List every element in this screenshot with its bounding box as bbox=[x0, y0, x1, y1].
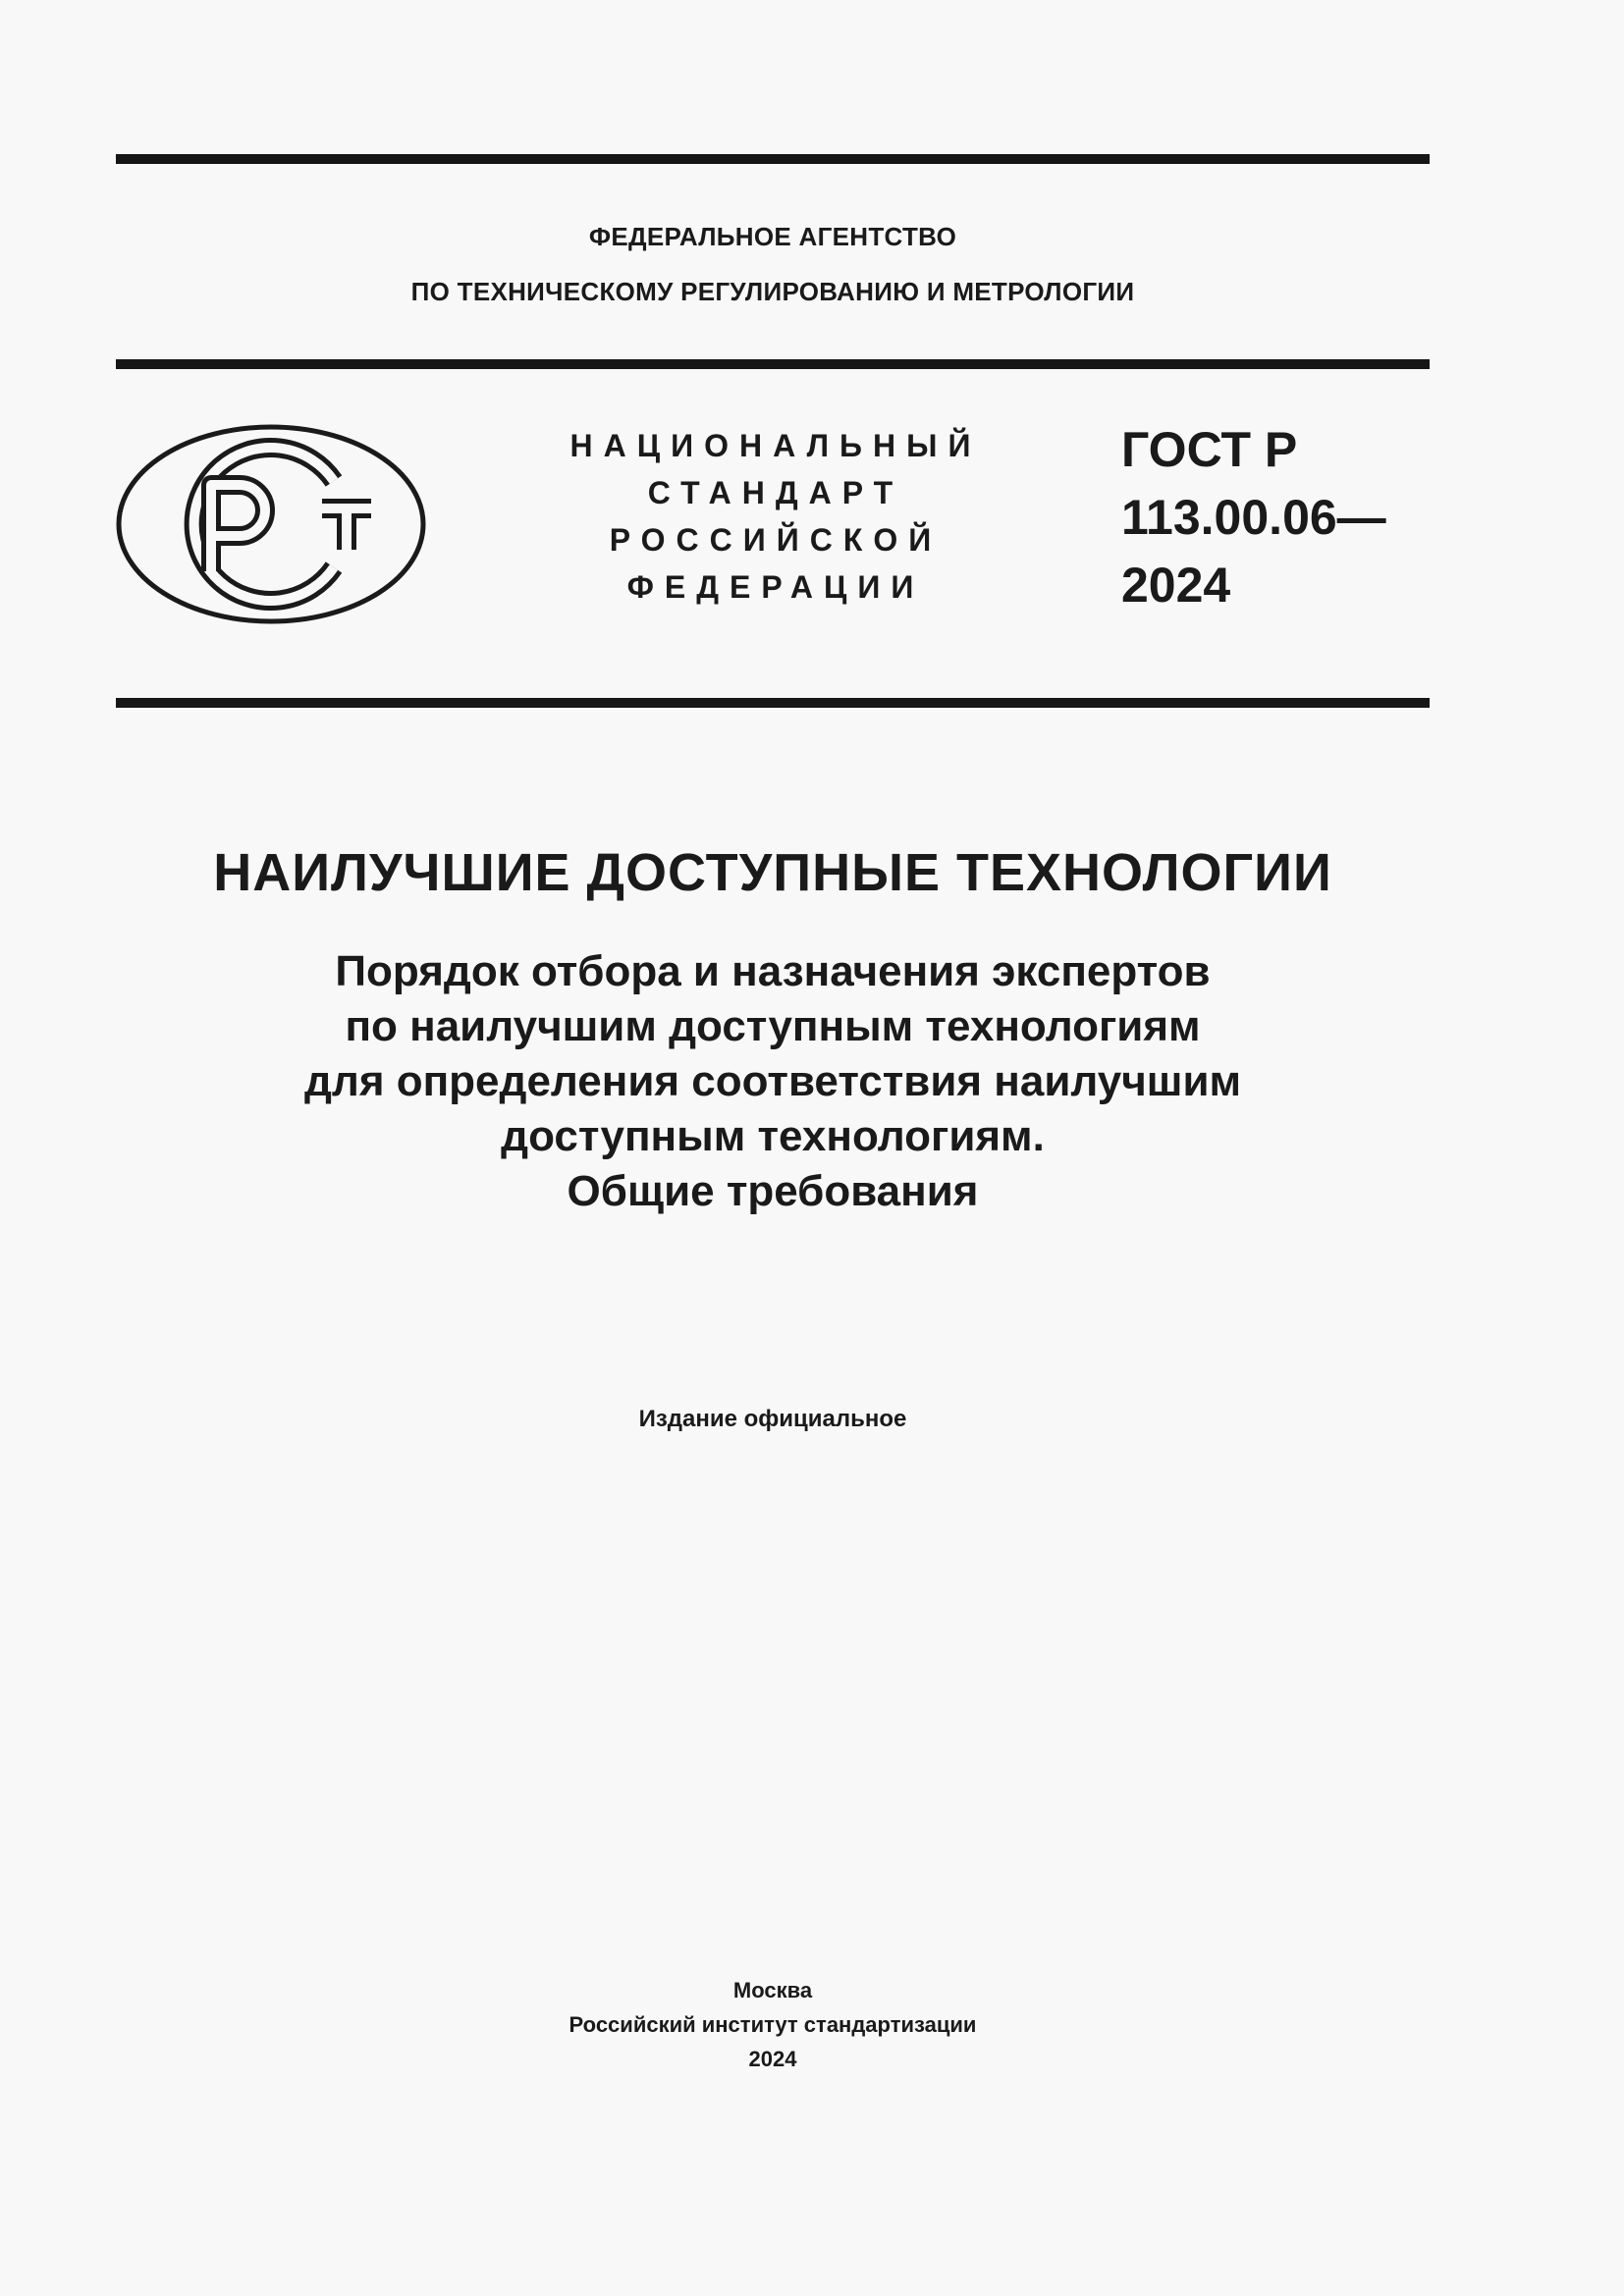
imprint-year: 2024 bbox=[748, 2047, 797, 2071]
top-rule bbox=[116, 154, 1430, 164]
agency-name-line2: ПО ТЕХНИЧЕСКОМУ РЕГУЛИРОВАНИЮ И МЕТРОЛОГИИ bbox=[410, 277, 1135, 306]
standard-type-line: НАЦИОНАЛЬНЫЙ bbox=[569, 428, 982, 463]
imprint-publisher: Российский институт стандартизации bbox=[568, 2012, 977, 2037]
subtitle-line: Общие требования bbox=[567, 1167, 979, 1215]
standard-type-line: СТАНДАРТ bbox=[647, 475, 904, 510]
standard-type-line: ФЕДЕРАЦИИ bbox=[626, 569, 925, 605]
agency-divider-rule bbox=[116, 359, 1430, 369]
imprint-block bbox=[116, 1973, 1430, 2076]
agency-name-line1: ФЕДЕРАЛЬНОЕ АГЕНТСТВО bbox=[588, 222, 957, 251]
designation-line: 113.00.06— bbox=[1121, 490, 1386, 545]
subtitle-line: для определения соответствия наилучшим bbox=[303, 1057, 1242, 1105]
standard-type-block bbox=[550, 422, 1001, 611]
document-subtitle bbox=[116, 944, 1430, 1219]
standard-designation bbox=[1121, 416, 1386, 619]
designation-line: ГОСТ Р bbox=[1121, 422, 1298, 477]
rst-emblem-icon bbox=[116, 424, 426, 624]
designation-line: 2024 bbox=[1121, 558, 1231, 613]
subtitle-line: доступным технологиям. bbox=[501, 1112, 1045, 1160]
edition-label: Издание официальное bbox=[638, 1406, 907, 1432]
subtitle-line: по наилучшим доступным технологиям bbox=[345, 1002, 1201, 1050]
subtitle-line: Порядок отбора и назначения экспертов bbox=[335, 947, 1211, 995]
document-title: НАИЛУЧШИЕ ДОСТУПНЫЕ ТЕХНОЛОГИИ bbox=[213, 843, 1332, 902]
standard-type-line: РОССИЙСКОЙ bbox=[609, 522, 943, 558]
imprint-city: Москва bbox=[732, 1978, 813, 2002]
header-bottom-rule bbox=[116, 698, 1430, 708]
